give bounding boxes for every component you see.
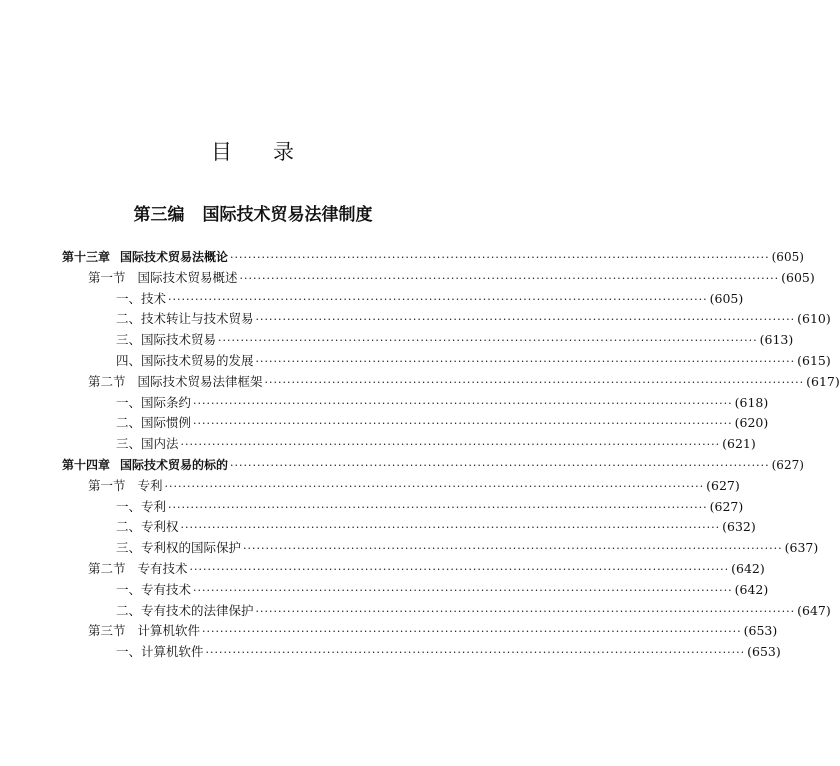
toc-entry-section[interactable]	[88, 621, 778, 641]
toc-entry-label	[116, 393, 191, 413]
toc-entry-item[interactable]	[116, 434, 756, 454]
toc-entry-label	[88, 268, 238, 288]
toc-entry-page: (615)	[797, 353, 831, 368]
leader-dots: ························································································································	[180, 438, 721, 452]
toc-entry-label	[116, 601, 254, 621]
toc-entry-page: (653)	[743, 623, 778, 639]
toc-entry-section[interactable]	[88, 559, 765, 579]
toc-entry-title: 三、专利权的国际保护	[116, 540, 242, 556]
toc-entry-label	[116, 538, 241, 558]
toc-entry-page: (627)	[706, 477, 740, 493]
toc-entry-title: 三、国内法	[116, 436, 179, 452]
toc-entry-title: 四、国际技术贸易的发展	[116, 353, 254, 368]
toc-entry-label	[116, 351, 254, 371]
toc-entry-page: (627)	[709, 498, 744, 514]
toc-entry-label	[88, 559, 188, 579]
part-heading	[0, 200, 506, 225]
toc-entry-page: (605)	[771, 250, 804, 264]
toc-entry-title: 国际技术贸易的标的	[120, 458, 229, 472]
leader-dots: ························································································································	[193, 417, 733, 431]
toc-entry-label	[88, 621, 200, 641]
toc-entry-page: (605)	[781, 269, 815, 285]
toc-entry-item[interactable]	[116, 309, 831, 329]
toc-entry-label	[116, 434, 179, 454]
page-title-right: 录	[273, 140, 295, 164]
leader-dots: ························································································································	[193, 396, 733, 410]
leader-dots: ························································································································	[202, 625, 742, 639]
toc-entry-title: 国际技术贸易法律框架	[137, 373, 263, 389]
toc-entry-title: 一、专有技术	[116, 581, 192, 597]
toc-entry-item[interactable]	[116, 413, 769, 433]
toc-entry-item[interactable]	[116, 601, 831, 621]
toc-entry-page: (642)	[734, 581, 769, 597]
toc-entry-title: 二、专利权	[116, 519, 179, 535]
leader-dots: ························································································································	[230, 251, 770, 264]
leader-dots: ························································································································	[255, 313, 796, 327]
toc-entry-page: (620)	[734, 415, 769, 431]
toc-entry-number: 第三节	[88, 623, 126, 639]
leader-dots: ························································································································	[205, 646, 746, 660]
leader-dots: ························································································································	[264, 375, 805, 389]
toc-entry-page: (621)	[722, 436, 756, 452]
leader-dots: ························································································································	[180, 521, 721, 535]
toc-entry-item[interactable]	[116, 289, 744, 309]
leader-dots: ························································································································	[164, 479, 705, 493]
toc-entry-number: 第一节	[88, 269, 126, 285]
page-title-left: 目	[211, 140, 233, 164]
toc-entry-page: (637)	[784, 540, 819, 556]
toc-entry-label	[62, 455, 228, 475]
toc-entry-number: 第十三章	[62, 250, 111, 264]
leader-dots: ························································································································	[168, 292, 708, 306]
toc-entry-title: 一、计算机软件	[116, 644, 204, 660]
toc-entry-section[interactable]	[88, 372, 840, 392]
leader-dots: ························································································································	[230, 459, 770, 472]
toc-entry-title: 一、国际条约	[116, 394, 192, 410]
toc-entry-title: 二、专有技术的法律保护	[116, 602, 254, 618]
toc-entry-page: (617)	[806, 373, 840, 389]
toc-entry-title: 国际技术贸易概述	[137, 269, 238, 285]
toc-entry-page: (610)	[797, 311, 831, 327]
leader-dots: ························································································································	[243, 542, 783, 556]
toc-entry-page: (647)	[797, 602, 831, 618]
toc-entry-title: 三、国际技术贸易	[116, 332, 217, 348]
toc-entry-title: 二、国际惯例	[116, 415, 192, 431]
leader-dots: ························································································································	[218, 334, 758, 348]
toc-entry-item[interactable]	[116, 517, 756, 537]
toc-entry-number: 第二节	[88, 373, 126, 389]
toc-entry-section[interactable]	[88, 268, 815, 288]
toc-entry-title: 专利	[137, 477, 163, 493]
toc-entry-title: 一、技术	[116, 290, 167, 306]
toc-entry-number: 第二节	[88, 561, 126, 576]
toc-entry-item[interactable]	[116, 351, 831, 371]
page-title	[0, 136, 506, 166]
toc-entry-title: 一、专利	[116, 498, 167, 514]
toc-entry-page: (642)	[731, 561, 765, 576]
toc-entry-label	[62, 247, 228, 267]
toc-entry-page: (653)	[747, 644, 781, 660]
toc-entry-title: 二、技术转让与技术贸易	[116, 311, 254, 327]
toc-entry-page: (613)	[759, 332, 794, 348]
toc-entry-item[interactable]	[116, 538, 819, 558]
toc-entry-label	[116, 413, 191, 433]
toc-entry-page: (605)	[709, 290, 744, 306]
toc-entry-chapter[interactable]	[62, 455, 804, 475]
toc-entry-label	[116, 497, 166, 517]
toc-entry-item[interactable]	[116, 642, 781, 662]
toc-entry-label	[116, 309, 254, 329]
toc-entry-item[interactable]	[116, 497, 744, 517]
part-number: 第三编	[133, 205, 185, 225]
toc-entry-label	[116, 580, 191, 600]
toc-entry-title: 国际技术贸易法概论	[120, 250, 229, 264]
toc-entry-title: 专有技术	[137, 561, 188, 576]
leader-dots: ························································································································	[255, 355, 796, 368]
toc-entry-label	[116, 330, 216, 350]
toc-entry-label	[116, 289, 166, 309]
toc-entry-page: (618)	[734, 394, 769, 410]
toc-entry-title: 计算机软件	[137, 623, 201, 639]
toc-entry-chapter[interactable]	[62, 247, 804, 267]
toc-entry-number: 第十四章	[62, 458, 111, 472]
toc-entry-section[interactable]	[88, 476, 740, 496]
toc-entry-number: 第一节	[88, 477, 126, 493]
toc-entry-page: (632)	[722, 519, 756, 535]
toc-entry-page: (627)	[771, 458, 804, 472]
leader-dots: ························································································································	[239, 271, 780, 285]
leader-dots: ························································································································	[168, 500, 708, 514]
toc-entry-item[interactable]	[116, 330, 794, 350]
toc-entry-label	[88, 372, 263, 392]
toc-entry-label	[88, 476, 163, 496]
leader-dots: ························································································································	[255, 604, 796, 618]
toc-entry-item[interactable]	[116, 580, 769, 600]
toc-entry-label	[116, 517, 179, 537]
leader-dots: ························································································································	[193, 583, 733, 597]
toc-entry-item[interactable]	[116, 393, 769, 413]
leader-dots: ························································································································	[189, 563, 730, 576]
toc-entry-label	[116, 642, 204, 662]
part-title: 国际技术贸易法律制度	[202, 205, 373, 225]
